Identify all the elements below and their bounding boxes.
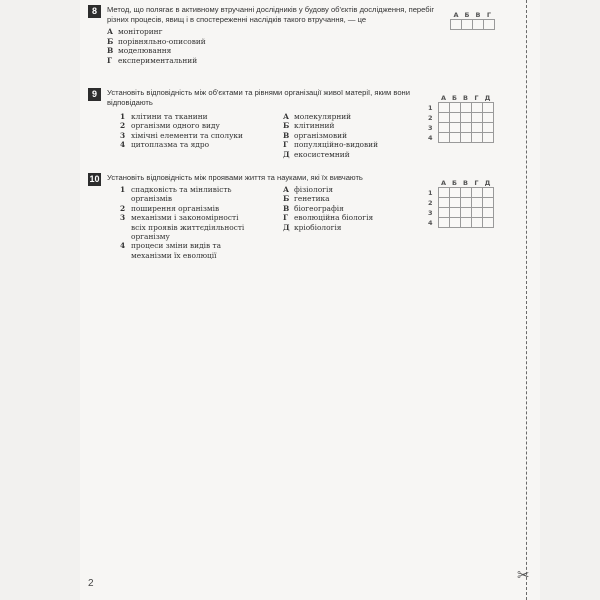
answer-cell[interactable] bbox=[460, 188, 471, 198]
answer-cell[interactable] bbox=[471, 188, 482, 198]
answer-cell[interactable] bbox=[482, 218, 493, 228]
right-item: Д кріобіологія bbox=[283, 222, 342, 232]
question-8 bbox=[88, 5, 438, 65]
answer-cell[interactable] bbox=[471, 113, 482, 123]
answer-cell[interactable] bbox=[449, 103, 460, 113]
answer-grid-10: А Б В Г Д 1 2 3 4 bbox=[428, 178, 494, 228]
question-number: 8 bbox=[88, 5, 101, 18]
answer-cell[interactable] bbox=[449, 123, 460, 133]
left-item: 1 клітини та тканини bbox=[120, 112, 208, 121]
left-item: 3 механізми і закономірності bbox=[120, 213, 239, 223]
left-item: 2 організми одного виду bbox=[120, 121, 220, 131]
answer-cell[interactable] bbox=[482, 133, 493, 143]
answer-cell[interactable] bbox=[460, 123, 471, 133]
answer-cell[interactable] bbox=[438, 103, 449, 113]
answer-cell[interactable] bbox=[482, 188, 493, 198]
answer-cell[interactable] bbox=[438, 198, 449, 208]
right-item: А молекулярний bbox=[283, 112, 352, 121]
left-item: 2 поширення організмів bbox=[120, 203, 220, 213]
answer-cell[interactable] bbox=[482, 208, 493, 218]
left-item: 4 цитоплазма та ядро bbox=[120, 140, 210, 150]
answer-cell[interactable] bbox=[449, 198, 460, 208]
answer-cell[interactable] bbox=[471, 218, 482, 228]
answer-grid-9: А Б В Г Д 1 2 3 4 bbox=[428, 93, 494, 143]
answer-cell[interactable] bbox=[449, 208, 460, 218]
answer-cell[interactable] bbox=[471, 133, 482, 143]
option: Г експериментальний bbox=[107, 55, 198, 65]
answer-cell[interactable] bbox=[460, 133, 471, 143]
answer-cell[interactable] bbox=[460, 113, 471, 123]
right-item: Г популяційно-видовий bbox=[283, 140, 379, 150]
option: А моніторинг bbox=[107, 27, 163, 37]
option: В моделювання bbox=[107, 46, 172, 56]
answer-cell[interactable] bbox=[482, 103, 493, 113]
right-item: Б генетика bbox=[283, 194, 330, 204]
left-column-9 bbox=[120, 112, 285, 150]
answer-cell[interactable] bbox=[460, 198, 471, 208]
answer-cell[interactable] bbox=[462, 20, 473, 30]
question-number: 10 bbox=[89, 174, 100, 184]
question-text: Метод, що полягає в активному втручанні дослідників у будову об'єктів дослідження, перебіг різних процесів, явищ і в спостереженні наслідків такого втручання, — це bbox=[107, 5, 435, 25]
answer-cell[interactable] bbox=[471, 123, 482, 133]
option: Б порівняльно-описовий bbox=[107, 36, 206, 46]
question-10 bbox=[88, 173, 438, 183]
left-item: 1 спадковість та мінливість bbox=[120, 185, 232, 194]
answer-cell[interactable] bbox=[438, 218, 449, 228]
right-column-9 bbox=[283, 112, 418, 159]
cut-line bbox=[526, 0, 527, 600]
answer-cell[interactable] bbox=[438, 113, 449, 123]
answer-cell[interactable] bbox=[449, 218, 460, 228]
left-column-10: 1 спадковість та мінливість організмів 2 поширення організмів 3 механізми і закономірності всіх проявів життєдіяльності організму 4 процеси зміни видів та механізми їх еволюції bbox=[120, 185, 285, 260]
left-item: 4 процеси зміни видів та bbox=[120, 241, 221, 251]
answer-cell[interactable] bbox=[438, 208, 449, 218]
right-item: В організмовий bbox=[283, 130, 347, 140]
question-text: Установіть відповідність між проявами життя та науками, які їх вивчають bbox=[107, 173, 363, 182]
question-9 bbox=[88, 88, 438, 108]
answer-cell[interactable] bbox=[449, 133, 460, 143]
answer-cell[interactable] bbox=[471, 198, 482, 208]
right-item: А фізіологія bbox=[283, 185, 334, 194]
question-text: Установіть відповідність між об'єктами та рівнями організації живої матерії, яким вони відповідають bbox=[107, 88, 410, 108]
answer-cell[interactable] bbox=[482, 123, 493, 133]
page-number: 2 bbox=[88, 578, 94, 589]
right-item: Б клітинний bbox=[283, 121, 335, 131]
answer-cell[interactable] bbox=[438, 133, 449, 143]
question-number: 9 bbox=[88, 88, 101, 101]
answer-cell[interactable] bbox=[451, 20, 462, 30]
answer-grid-8: А Б В Г bbox=[450, 10, 495, 30]
right-item: Д екосистемний bbox=[283, 149, 350, 159]
answer-cell[interactable] bbox=[449, 188, 460, 198]
answer-cell[interactable] bbox=[460, 103, 471, 113]
answer-cell[interactable] bbox=[473, 20, 484, 30]
left-item: 3 хімічні елементи та сполуки bbox=[120, 130, 243, 140]
right-item: В біогеографія bbox=[283, 203, 344, 213]
answer-cell[interactable] bbox=[460, 218, 471, 228]
scissors-icon: ✂ bbox=[517, 566, 530, 584]
answer-cell[interactable] bbox=[482, 198, 493, 208]
answer-cell[interactable] bbox=[471, 208, 482, 218]
right-item: Г еволюційна біологія bbox=[283, 213, 374, 223]
answer-cell[interactable] bbox=[484, 20, 495, 30]
answer-cell[interactable] bbox=[471, 103, 482, 113]
answer-cell[interactable] bbox=[438, 123, 449, 133]
answer-cell[interactable] bbox=[482, 113, 493, 123]
answer-cell[interactable] bbox=[460, 208, 471, 218]
answer-cell[interactable] bbox=[449, 113, 460, 123]
answer-cell[interactable] bbox=[438, 188, 449, 198]
right-column-10 bbox=[283, 185, 418, 232]
